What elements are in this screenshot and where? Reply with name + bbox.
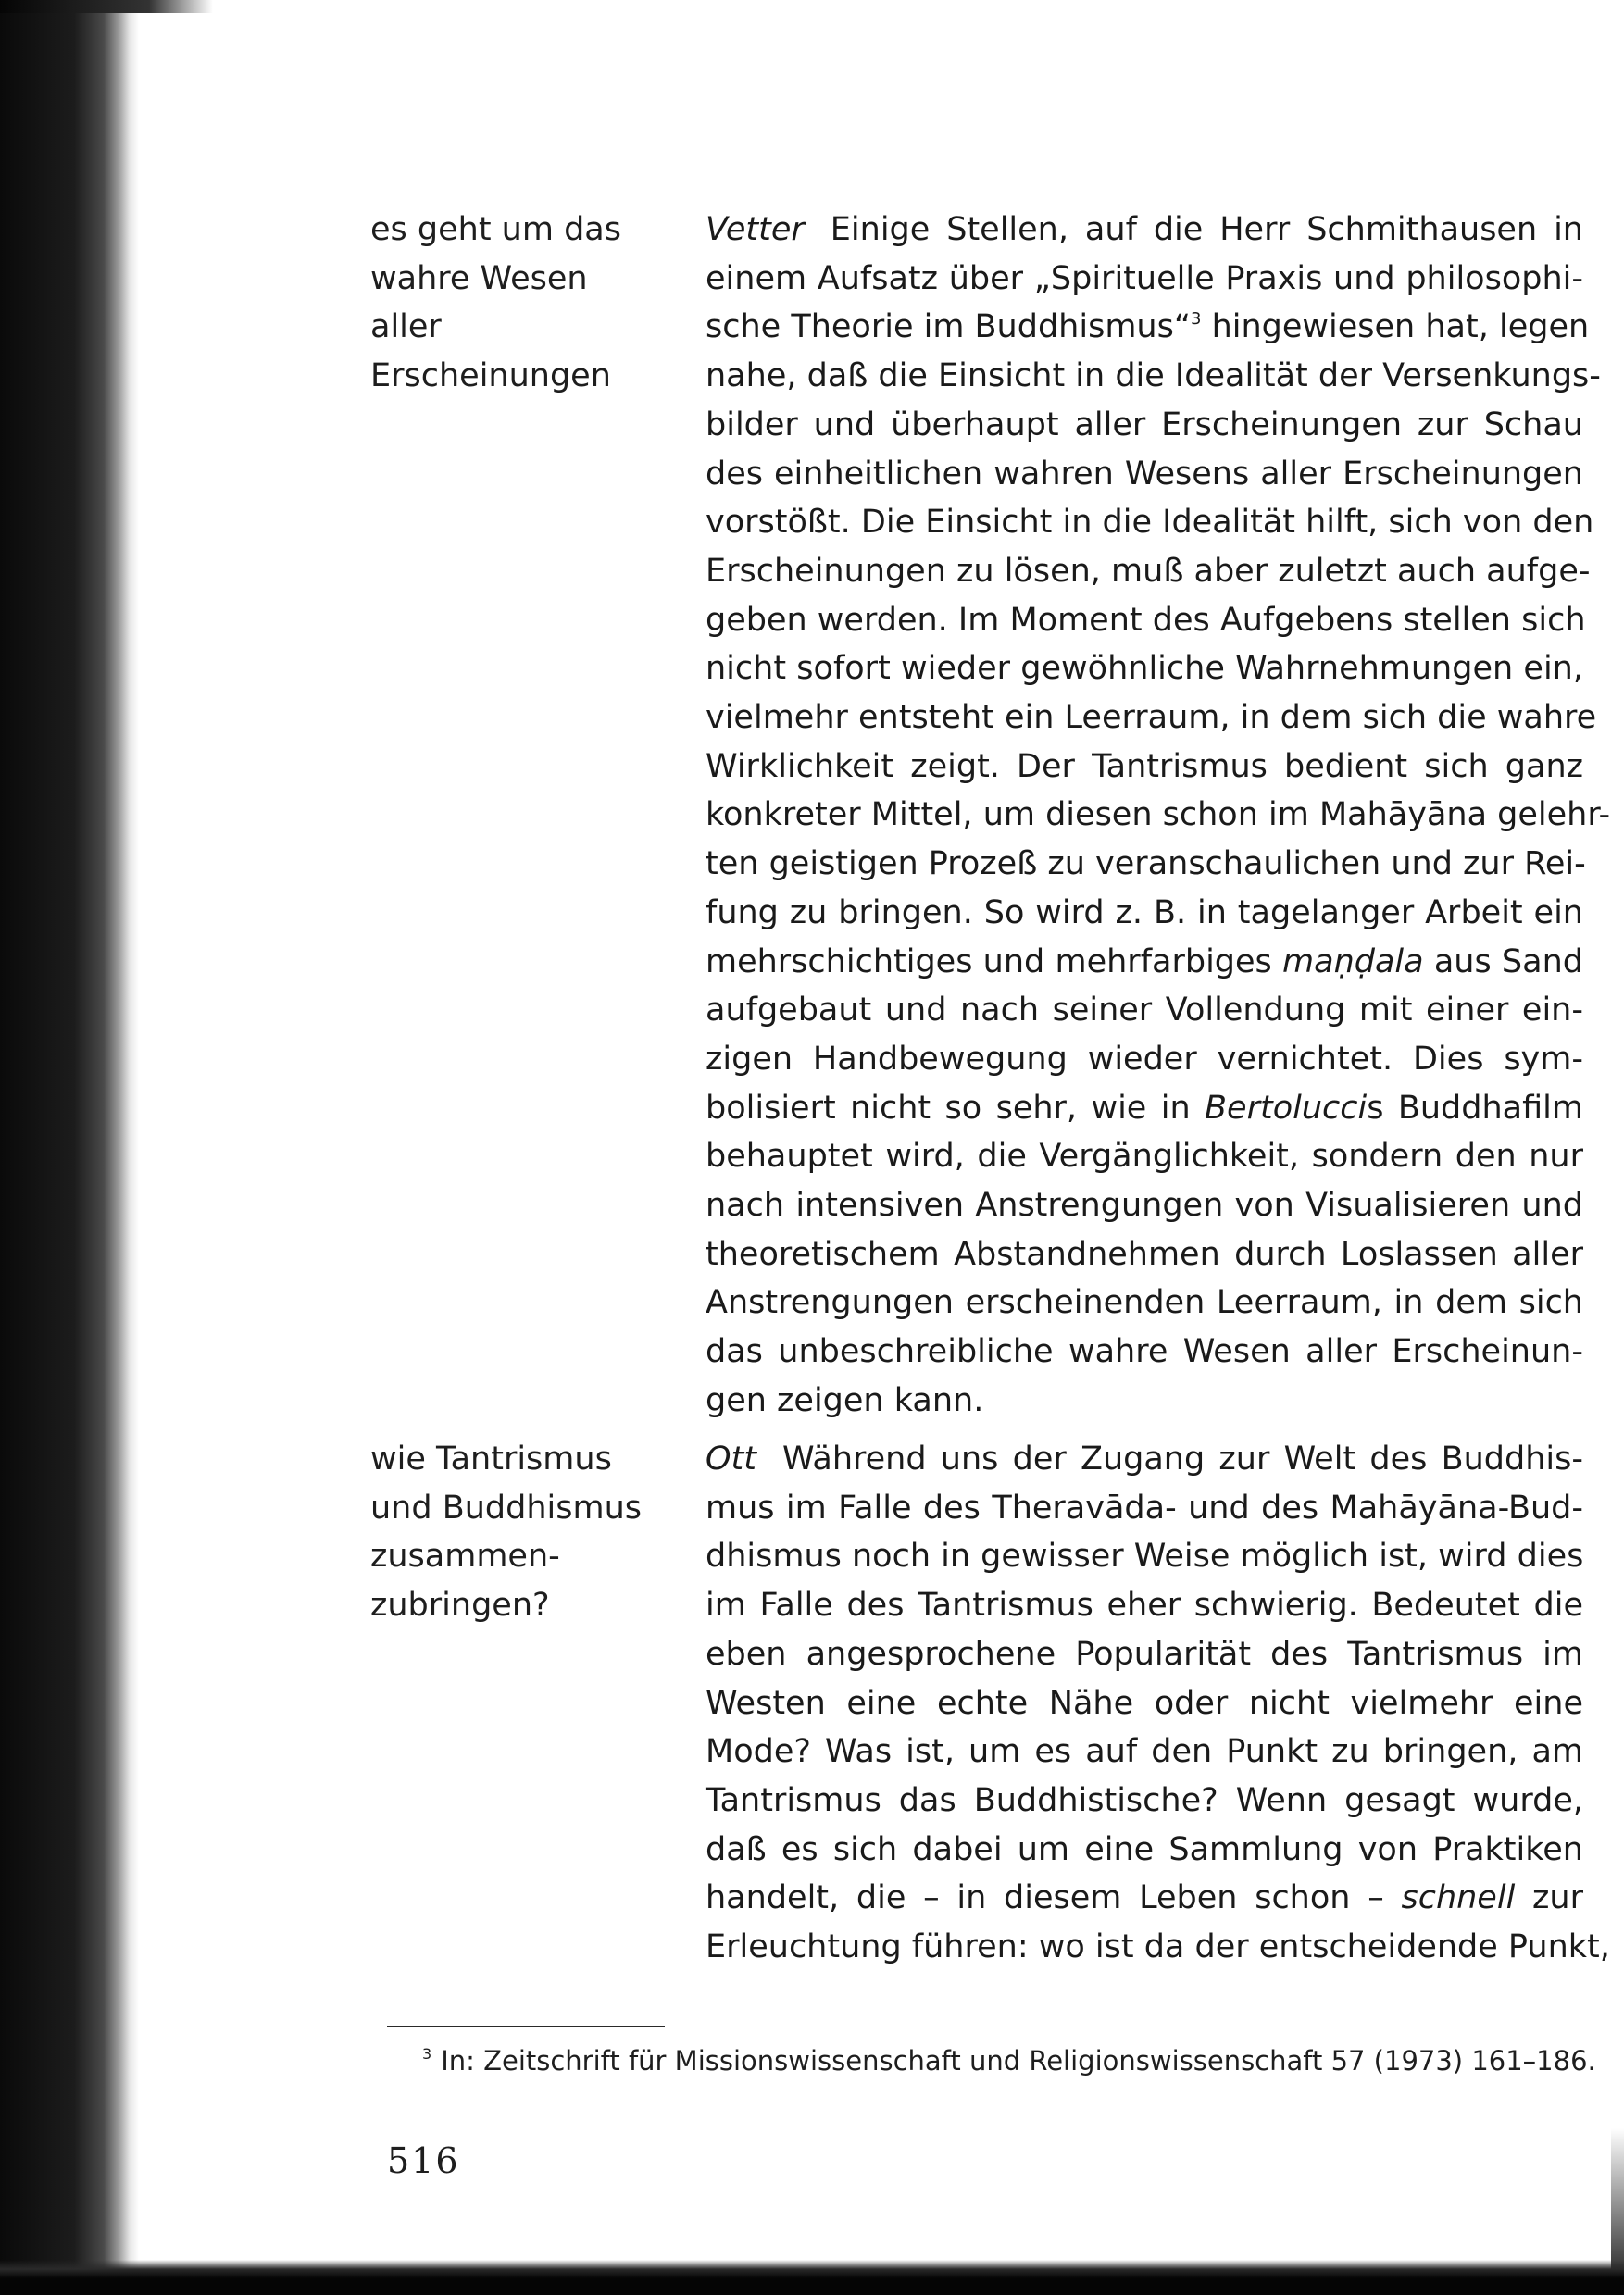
text-line: Erleuchtung führen: wo ist da der entscheidende Punkt, — [706, 1928, 1610, 1966]
footnote-reference: 3 — [1190, 309, 1202, 330]
footnote-text: In: Zeitschrift für Missionswissenschaft und Religionswissenschaft 57 (1973) 161–186. — [441, 2045, 1596, 2077]
text-line: das unbeschreibliche wahre Wesen aller Erscheinun- — [706, 1333, 1583, 1371]
text-line: nicht sofort wieder gewöhnliche Wahrnehmungen ein, — [706, 650, 1583, 688]
text-line: mus im Falle des Theravāda- und des Mahāyāna-Bud- — [706, 1489, 1583, 1527]
text-line: Ott Während uns der Zugang zur Welt des Buddhis- — [706, 1441, 1583, 1478]
italic-word: schnell — [1401, 1879, 1516, 1917]
text-line: eben angesprochene Popularität des Tantrismus im — [706, 1635, 1583, 1673]
text-line: gen zeigen kann. — [706, 1381, 984, 1419]
text-line: einem Aufsatz über „Spirituelle Praxis und philosophi- — [706, 259, 1583, 297]
text-line: daß es sich dabei um eine Sammlung von Praktiken — [706, 1830, 1583, 1868]
text-line: sche Theorie im Buddhismus“$^3$ hingewiesen hat, legen — [706, 308, 1590, 346]
text-line: handelt, die – in diesem Leben schon – schnell zur — [706, 1879, 1583, 1917]
italic-term: maṇḍala — [1282, 942, 1424, 980]
text-line: zigen Handbewegung wieder vernichtet. Dies sym- — [706, 1040, 1583, 1078]
text-line: Tantrismus das Buddhistische? Wenn gesagt wurde, — [706, 1781, 1583, 1819]
text-line: bolisiert nicht so sehr, wie in Bertoluccis Buddhafilm — [706, 1089, 1583, 1127]
text-line: nahe, daß die Einsicht in die Idealität der Versenkungs- — [706, 357, 1601, 395]
footnote — [422, 2042, 1596, 2079]
text-line: nach intensiven Anstrengungen von Visualisieren und — [706, 1187, 1583, 1225]
dialogue-paragraph-vetter — [706, 206, 1611, 1426]
text-line: des einheitlichen wahren Wesens aller Erscheinungen — [706, 455, 1583, 493]
text-line: ten geistigen Prozeß zu veranschaulichen und zur Rei- — [706, 845, 1586, 883]
text-line: Mode? Was ist, um es auf den Punkt zu bringen, am — [706, 1733, 1583, 1771]
text-line: Vetter Einige Stellen, auf die Herr Schmithausen in — [706, 211, 1583, 248]
text-line: behauptet wird, die Vergänglichkeit, sondern den nur — [706, 1138, 1583, 1176]
margin-note: wie Tantrismus und Buddhismus zusammen- zubringen? — [370, 1441, 642, 1625]
text-line: im Falle des Tantrismus eher schwierig. Bedeutet die — [706, 1587, 1583, 1625]
text-line: bilder und überhaupt aller Erscheinungen zur Schau — [706, 405, 1583, 443]
footnote-divider — [387, 2026, 665, 2027]
page-number: 516 — [387, 2140, 460, 2181]
text-line: vorstößt. Die Einsicht in die Idealität hilft, sich von den — [706, 504, 1594, 542]
text-line: Wirklichkeit zeigt. Der Tantrismus bedient sich ganz — [706, 747, 1583, 785]
italic-name: Bertolucci — [1205, 1089, 1368, 1127]
text-line: dhismus noch in gewisser Weise möglich ist, wird dies — [706, 1538, 1584, 1576]
text-line: konkreter Mittel, um diesen schon im Mahāyāna gelehr- — [706, 796, 1611, 834]
text-line: theoretischem Abstandnehmen durch Loslassen aller — [706, 1235, 1583, 1273]
text-line: geben werden. Im Moment des Aufgebens stellen sich — [706, 601, 1586, 639]
text-line: fung zu bringen. So wird z. B. in tagelanger Arbeit ein — [706, 893, 1583, 931]
footnote-marker: 3 — [422, 2045, 432, 2063]
text-line: Erscheinungen zu lösen, muß aber zuletzt auch aufge- — [706, 552, 1591, 590]
speaker-name: Vetter — [706, 211, 805, 248]
speaker-name: Ott — [706, 1441, 756, 1478]
dialogue-paragraph-ott — [706, 1435, 1610, 1972]
text-line: vielmehr entsteht ein Leerraum, in dem sich die wahre — [706, 699, 1597, 737]
margin-note: es geht um das wahre Wesen aller Erscheinungen — [370, 211, 621, 395]
text-line: aufgebaut und nach seiner Vollendung mit einer ein- — [706, 992, 1583, 1029]
text-line: Anstrengungen erscheinenden Leerraum, in dem sich — [706, 1284, 1583, 1322]
text-line: Westen eine echte Nähe oder nicht vielmehr eine — [706, 1684, 1583, 1722]
text-line: mehrschichtiges und mehrfarbiges maṇḍala aus Sand — [706, 942, 1583, 980]
